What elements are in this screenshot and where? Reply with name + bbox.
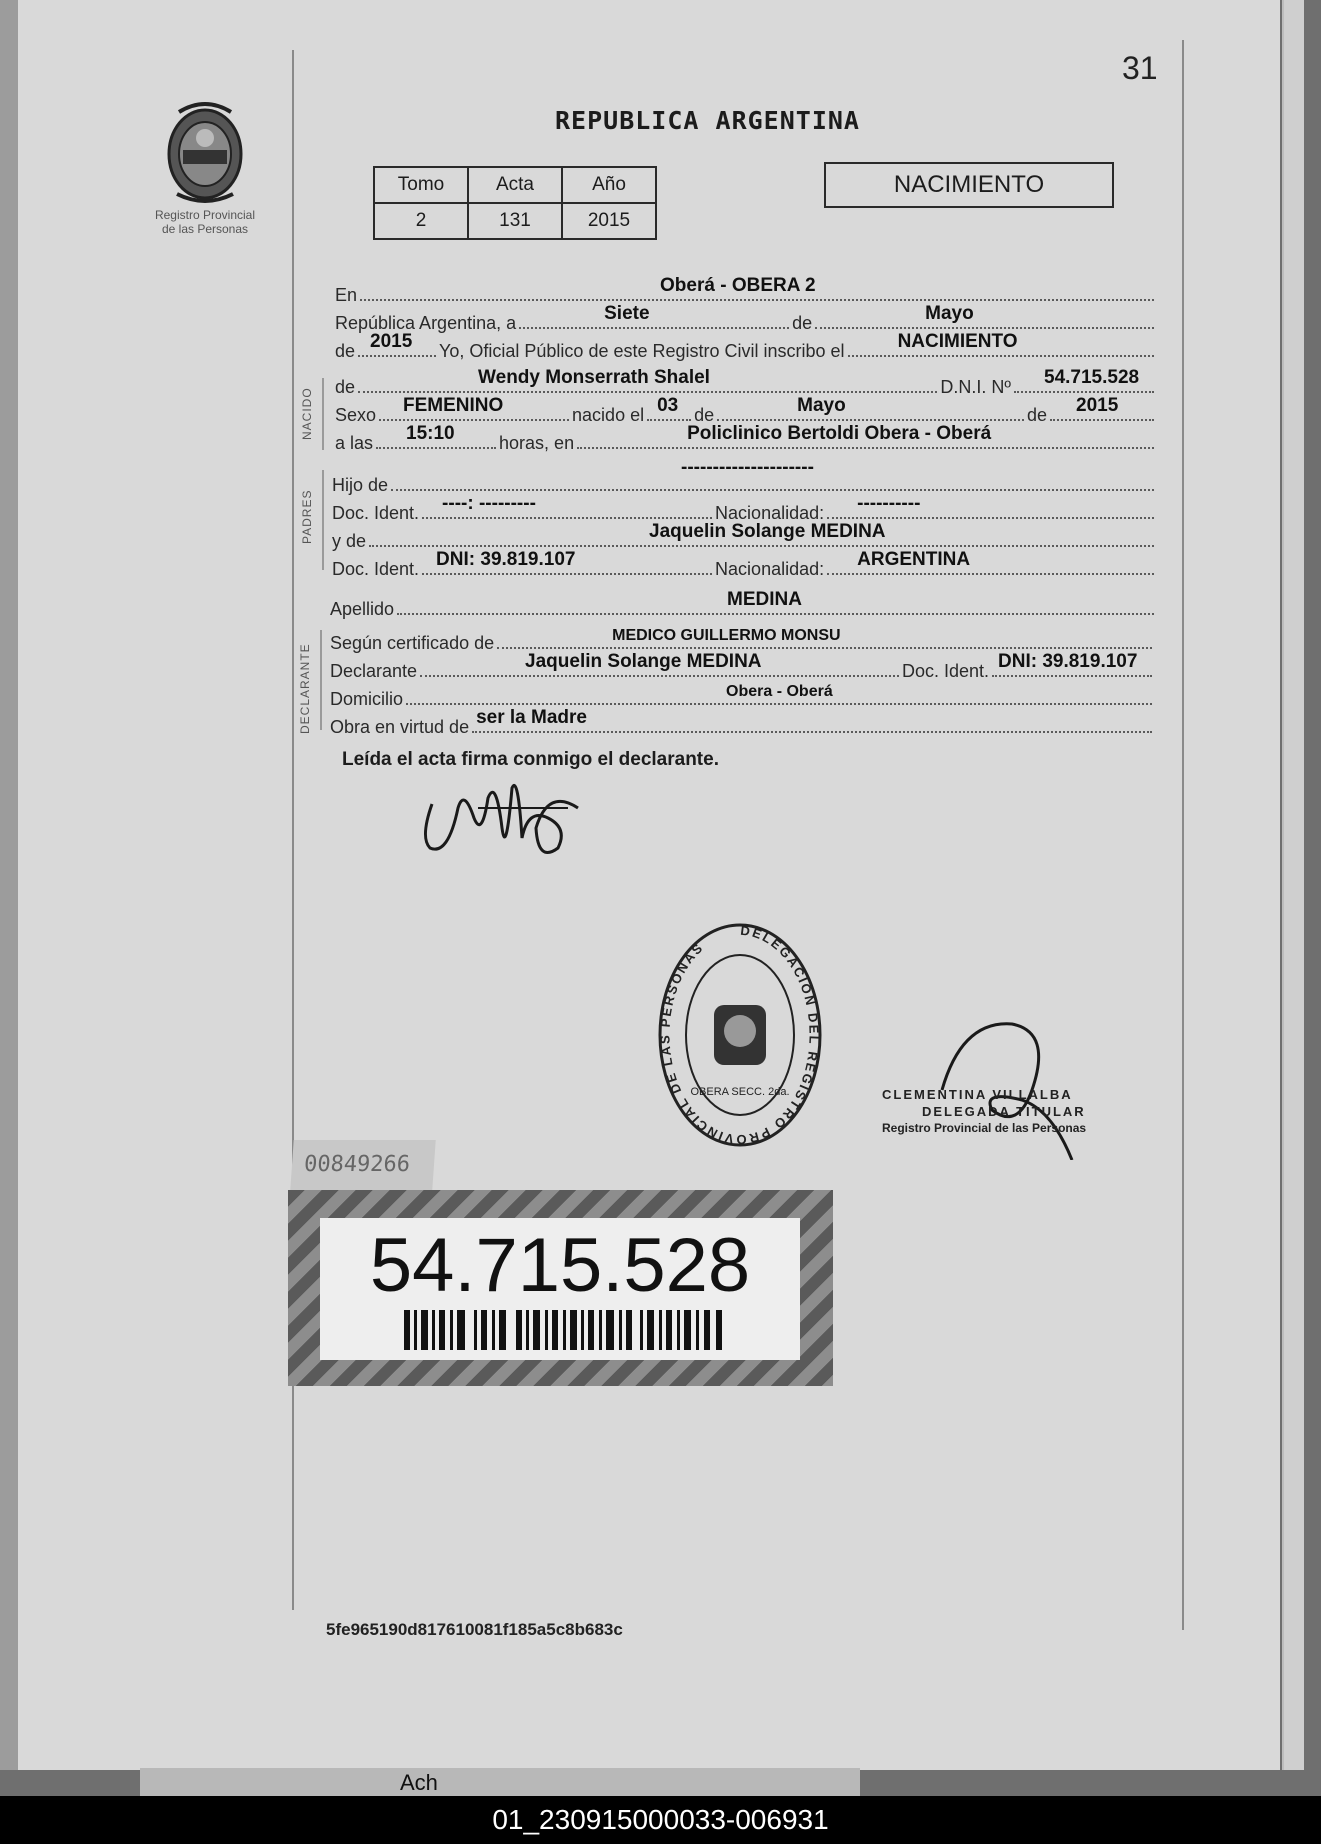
- value-apellido: MEDINA: [727, 589, 802, 610]
- field-mes: [815, 305, 1154, 329]
- value-nac-anio: 2015: [1076, 395, 1119, 416]
- label-segun: Según certificado de: [330, 633, 495, 653]
- field-dni: [1014, 369, 1154, 393]
- sticker-number: 54.715.528: [369, 1223, 751, 1308]
- value-hora: 15:10: [406, 423, 455, 444]
- scan-footer-id: 01_230915000033-006931: [0, 1796, 1321, 1844]
- value-declarante-doc: DNI: 39.819.107: [998, 651, 1138, 672]
- closing-statement: Leída el acta firma conmigo el declarante.: [342, 749, 719, 770]
- field-certificado: [497, 625, 1152, 649]
- row-nombre: [335, 368, 1157, 398]
- registry-table: [373, 166, 657, 240]
- field-lugar: [360, 277, 1154, 301]
- label-nacido-el: nacido el: [572, 405, 645, 425]
- registry-value-acta: 131: [468, 203, 562, 239]
- value-madre: Jaquelin Solange MEDINA: [649, 521, 886, 542]
- registry-header-acta: Acta: [468, 167, 562, 203]
- registry-value-row: [374, 203, 656, 239]
- label-de-nombre: de: [335, 377, 356, 397]
- row-fecha: [335, 304, 1157, 334]
- label-en: En: [335, 285, 358, 305]
- field-declarante-doc: [992, 653, 1152, 677]
- seal-text: DELEGACION DEL REGISTRO PROVINCIAL DE LAS PERSONAS: [657, 922, 822, 1148]
- row-sexo: [335, 396, 1157, 426]
- page-left-edge: [0, 0, 18, 1770]
- right-margin-line: [1182, 40, 1184, 1630]
- row-lugar: [335, 276, 1157, 306]
- value-nac-dia: 03: [657, 395, 679, 416]
- barcode-icon: [404, 1310, 724, 1350]
- row-obra: [330, 708, 1155, 738]
- dni-sticker: [288, 1190, 833, 1386]
- field-domicilio: [406, 681, 1152, 705]
- official-role: DELEGADA TITULAR: [922, 1104, 1086, 1119]
- label-sexo: Sexo: [335, 405, 377, 425]
- label-de-nac-mes: de: [694, 405, 715, 425]
- value-madre-nac: ARGENTINA: [857, 549, 971, 570]
- field-apellido: [397, 591, 1154, 615]
- label-horas-en: horas, en: [499, 433, 575, 453]
- value-dni: 54.715.528: [1044, 367, 1140, 388]
- side-label-nacido: NACIDO: [300, 387, 314, 440]
- page-right-edge: [1282, 0, 1304, 1770]
- field-madre: [369, 523, 1154, 547]
- side-label-padres: PADRES: [300, 489, 314, 544]
- row-padre-doc: [332, 494, 1157, 524]
- label-y-de: y de: [332, 531, 367, 551]
- field-madre-doc: [422, 551, 712, 575]
- registry-header-row: [374, 167, 656, 203]
- value-padre-doc: ----: ---------: [442, 493, 536, 514]
- row-declarante: [330, 652, 1155, 682]
- declarant-signature: [418, 768, 598, 868]
- official-office: Registro Provincial de las Personas: [882, 1121, 1087, 1135]
- field-acto: [848, 333, 1154, 357]
- official-signature: [922, 1010, 1092, 1160]
- label-doc-ident-padre: Doc. Ident.: [332, 503, 420, 523]
- row-hora: [335, 424, 1157, 454]
- field-obra: [472, 709, 1152, 733]
- document-type: NACIMIENTO: [824, 162, 1114, 208]
- value-nombre: Wendy Monserrath Shalel: [478, 367, 710, 388]
- field-madre-nac: [827, 551, 1154, 575]
- registry-seal: [650, 915, 830, 1155]
- declarante-bracket: [320, 630, 322, 730]
- label-hijo-de: Hijo de: [332, 475, 389, 495]
- value-madre-doc: DNI: 39.819.107: [436, 549, 576, 570]
- nacido-bracket: [322, 378, 324, 450]
- label-de-anio: de: [335, 341, 356, 361]
- value-nac-mes: Mayo: [797, 395, 846, 416]
- row-domicilio: [330, 680, 1155, 710]
- registry-value-tomo: 2: [374, 203, 468, 239]
- value-declarante: Jaquelin Solange MEDINA: [525, 651, 762, 672]
- value-obra: ser la Madre: [476, 707, 587, 728]
- registry-header-tomo: Tomo: [374, 167, 468, 203]
- value-padre: ---------------------: [681, 457, 814, 478]
- logo-caption-1: Registro Provincial: [154, 208, 256, 222]
- label-declarante: Declarante: [330, 661, 418, 681]
- value-anio: 2015: [370, 331, 413, 352]
- official-name: CLEMENTINA VILLALBA: [882, 1087, 1073, 1102]
- scrap-text: Ach: [400, 1770, 438, 1795]
- sticker-label: [320, 1218, 800, 1360]
- label-obra: Obra en virtud de: [330, 717, 470, 737]
- field-sexo: [379, 397, 569, 421]
- country-title: REPUBLICA ARGENTINA: [555, 106, 860, 135]
- side-label-declarante: DECLARANTE: [298, 643, 312, 734]
- value-lugar-nac: Policlinico Bertoldi Obera - Oberá: [687, 423, 992, 444]
- row-madre: [332, 522, 1157, 552]
- field-nombre: [358, 369, 937, 393]
- field-padre: [391, 457, 1154, 491]
- row-acto: [335, 332, 1157, 362]
- field-declarante: [420, 653, 899, 677]
- field-dia: [519, 305, 789, 329]
- value-dia: Siete: [604, 303, 650, 324]
- label-a-las: a las: [335, 433, 374, 453]
- value-padre-nac: ----------: [857, 493, 921, 514]
- label-de-mes: de: [792, 313, 813, 333]
- field-anio: [358, 333, 436, 357]
- value-sexo: FEMENINO: [403, 395, 504, 416]
- field-hora: [376, 425, 496, 449]
- value-lugar: Oberá - OBERA 2: [660, 275, 816, 296]
- label-nacionalidad-madre: Nacionalidad:: [715, 559, 825, 579]
- value-certificado: MEDICO GUILLERMO MONSU: [612, 627, 841, 644]
- page-number: 31: [1122, 50, 1158, 86]
- official-block: [882, 1086, 1086, 1137]
- padres-bracket: [322, 470, 324, 570]
- label-yo: Yo, Oficial Público de este Registro Civil inscribo el: [439, 341, 845, 361]
- field-padre-doc: [422, 495, 712, 519]
- registry-header-anio: Año: [562, 167, 656, 203]
- province-logo: [140, 98, 270, 236]
- label-dni: D.N.I. Nº: [940, 377, 1011, 397]
- value-acto: NACIMIENTO: [897, 331, 1018, 352]
- serial-number: 00849266: [290, 1140, 435, 1190]
- seal-inner-text: OBERA SECC. 2da.: [690, 1086, 790, 1098]
- row-apellido: [330, 590, 1157, 620]
- coat-of-arms-icon: [159, 98, 251, 204]
- document-page: [18, 0, 1280, 1770]
- row-certificado: [330, 624, 1155, 654]
- field-lugar-nac: [577, 425, 1154, 449]
- label-doc-ident-declarante: Doc. Ident.: [901, 661, 989, 681]
- field-nac-mes: [717, 397, 1024, 421]
- row-padre: [332, 457, 1157, 496]
- label-domicilio: Domicilio: [330, 689, 404, 709]
- field-nac-dia: [647, 397, 691, 421]
- label-apellido: Apellido: [330, 599, 395, 619]
- underlying-page-scrap: [140, 1768, 860, 1796]
- label-doc-ident-madre: Doc. Ident.: [332, 559, 420, 579]
- registry-value-anio: 2015: [562, 203, 656, 239]
- document-hash: 5fe965190d817610081f185a5c8b683c: [326, 1620, 623, 1639]
- label-republica: República Argentina, a: [335, 313, 517, 333]
- value-mes: Mayo: [925, 303, 974, 324]
- label-nacionalidad-padre: Nacionalidad:: [715, 503, 825, 523]
- logo-caption-2: de las Personas: [161, 222, 249, 236]
- field-nac-anio: [1050, 397, 1154, 421]
- row-madre-doc: [332, 550, 1157, 580]
- value-domicilio: Obera - Oberá: [726, 683, 833, 700]
- label-de-nac-anio: de: [1026, 405, 1047, 425]
- field-padre-nac: [827, 495, 1154, 519]
